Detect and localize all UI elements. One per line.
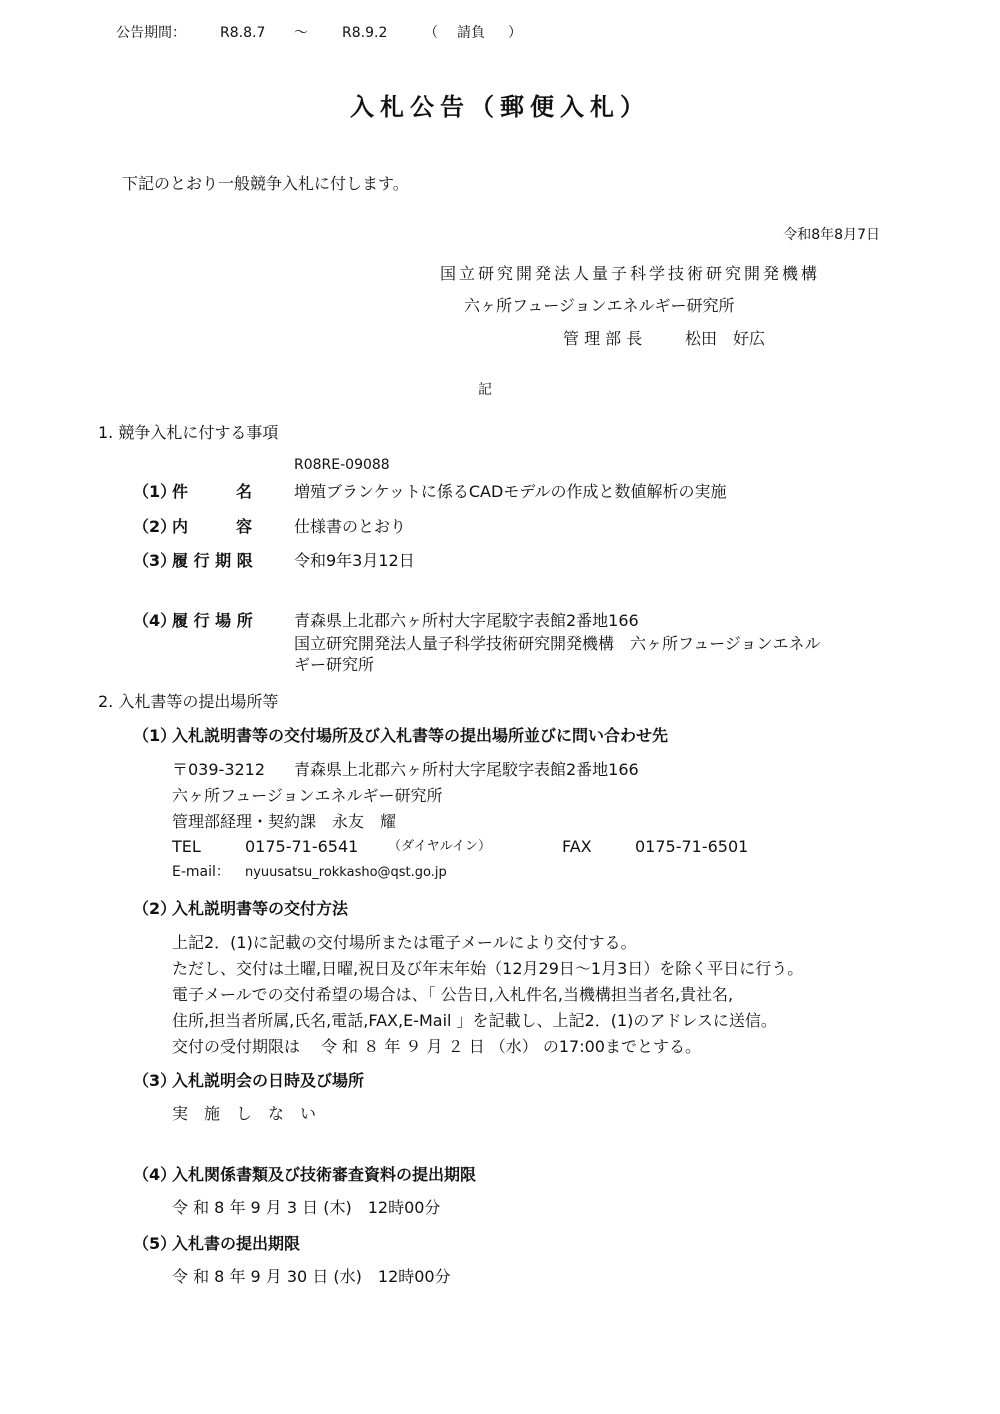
item-number: （3） — [133, 1071, 177, 1090]
period-tilde: ～ — [294, 25, 308, 41]
issuer-org: 国立研究開発法人量子科学技術研究開発機構 — [440, 264, 821, 283]
item-number: （1） — [133, 482, 177, 501]
bid-deadline-value: 令 和 8 年 9 月 30 日 (水) 12時00分 — [172, 1267, 451, 1286]
section1-heading: 1. 競争入札に付する事項 — [98, 423, 279, 442]
distribution-line: 住所,担当者所属,氏名,電話,FAX,E-Mail 」を記載し、上記2．(1)のアドレスに送信。 — [172, 1011, 777, 1030]
intro-text: 下記のとおり一般競争入札に付します。 — [122, 174, 409, 193]
item-label-deadline: 履 行 期 限 — [172, 551, 253, 570]
contact-dept: 管理部経理・契約課 永友 耀 — [172, 812, 397, 831]
item-number: （3） — [133, 551, 177, 570]
item-value-subject: 増殖ブランケットに係るCADモデルの作成と数値解析の実施 — [294, 482, 727, 501]
issuer-institute: 六ヶ所フュージョンエネルギー研究所 — [464, 296, 735, 315]
fax-label: FAX — [562, 837, 592, 856]
period-start: R8.8.7 — [220, 25, 266, 41]
item-value-content: 仕様書のとおり — [294, 517, 407, 536]
section2-heading: 2. 入札書等の提出場所等 — [98, 692, 279, 711]
tel-label: TEL — [172, 837, 201, 856]
type-open-paren: （ — [424, 25, 438, 41]
ki-mark: 記 — [478, 382, 492, 398]
item-number: （2） — [133, 517, 177, 536]
item-label-location: 履 行 場 所 — [172, 611, 253, 630]
contract-type: 請負 — [457, 25, 485, 41]
distribution-line: 電子メールでの交付希望の場合は、「 公告日,入札件名,当機構担当者名,貴社名, — [172, 985, 734, 1004]
project-code: R08RE-09088 — [294, 457, 390, 473]
item-number: （4） — [133, 1165, 177, 1184]
page-title: 入札公告（郵便入札） — [350, 93, 650, 121]
contact-institute: 六ヶ所フュージョンエネルギー研究所 — [172, 786, 443, 805]
type-close-paren: ） — [508, 25, 522, 41]
item-number: （5） — [133, 1234, 177, 1253]
item-number: （1） — [133, 726, 177, 745]
documents-deadline-value: 令 和 8 年 9 月 3 日 (木) 12時00分 — [172, 1198, 441, 1217]
item-number: （2） — [133, 899, 177, 918]
item-label-bid-deadline: 入札書の提出期限 — [172, 1234, 301, 1253]
email-address[interactable]: nyuusatsu_rokkasho@qst.go.jp — [245, 865, 447, 880]
item-number: （4） — [133, 611, 177, 630]
period-label: 公告期間： — [116, 25, 186, 41]
item-label-distribution: 入札説明書等の交付方法 — [172, 899, 349, 918]
item-value-location-org-cont: ギー研究所 — [294, 655, 375, 674]
item-value-location-org: 国立研究開発法人量子科学技術研究開発機構 六ヶ所フュージョンエネル — [294, 634, 821, 653]
briefing-value: 実 施 し な い — [172, 1104, 317, 1123]
item-label-documents-deadline: 入札関係書類及び技術審査資料の提出期限 — [172, 1165, 477, 1184]
contact-address: 青森県上北郡六ヶ所村大字尾駮字表館2番地166 — [294, 760, 639, 779]
item-label-briefing: 入札説明会の日時及び場所 — [172, 1071, 365, 1090]
tel-number: 0175-71-6541 — [245, 837, 359, 856]
tel-note: （ダイヤルイン） — [388, 839, 491, 854]
item-label-subject: 件 名 — [172, 482, 253, 501]
period-end: R8.9.2 — [342, 25, 388, 41]
notice-date: 令和8年8月7日 — [783, 227, 880, 243]
distribution-line: ただし、交付は土曜,日曜,祝日及び年末年始（12月29日～1月3日）を除く平日に行う。 — [172, 959, 804, 978]
distribution-line: 交付の受付期限は 令 和 ８ 年 ９ 月 ２ 日 （水） の17:00までとする。 — [172, 1037, 701, 1056]
postal-code: 〒039-3212 — [172, 760, 266, 779]
distribution-line: 上記2．(1)に記載の交付場所または電子メールにより交付する。 — [172, 933, 637, 952]
issuer-title: 管 理 部 長 — [563, 329, 643, 348]
item-value-location: 青森県上北郡六ヶ所村大字尾駮字表館2番地166 — [294, 611, 639, 630]
fax-number: 0175-71-6501 — [635, 837, 749, 856]
item-label-content: 内 容 — [172, 517, 253, 536]
item-label-contact: 入札説明書等の交付場所及び入札書等の提出場所並びに問い合わせ先 — [172, 726, 669, 745]
item-value-deadline: 令和9年3月12日 — [294, 551, 415, 570]
email-label: E-mail： — [172, 864, 230, 880]
issuer-name: 松田 好広 — [685, 329, 766, 348]
